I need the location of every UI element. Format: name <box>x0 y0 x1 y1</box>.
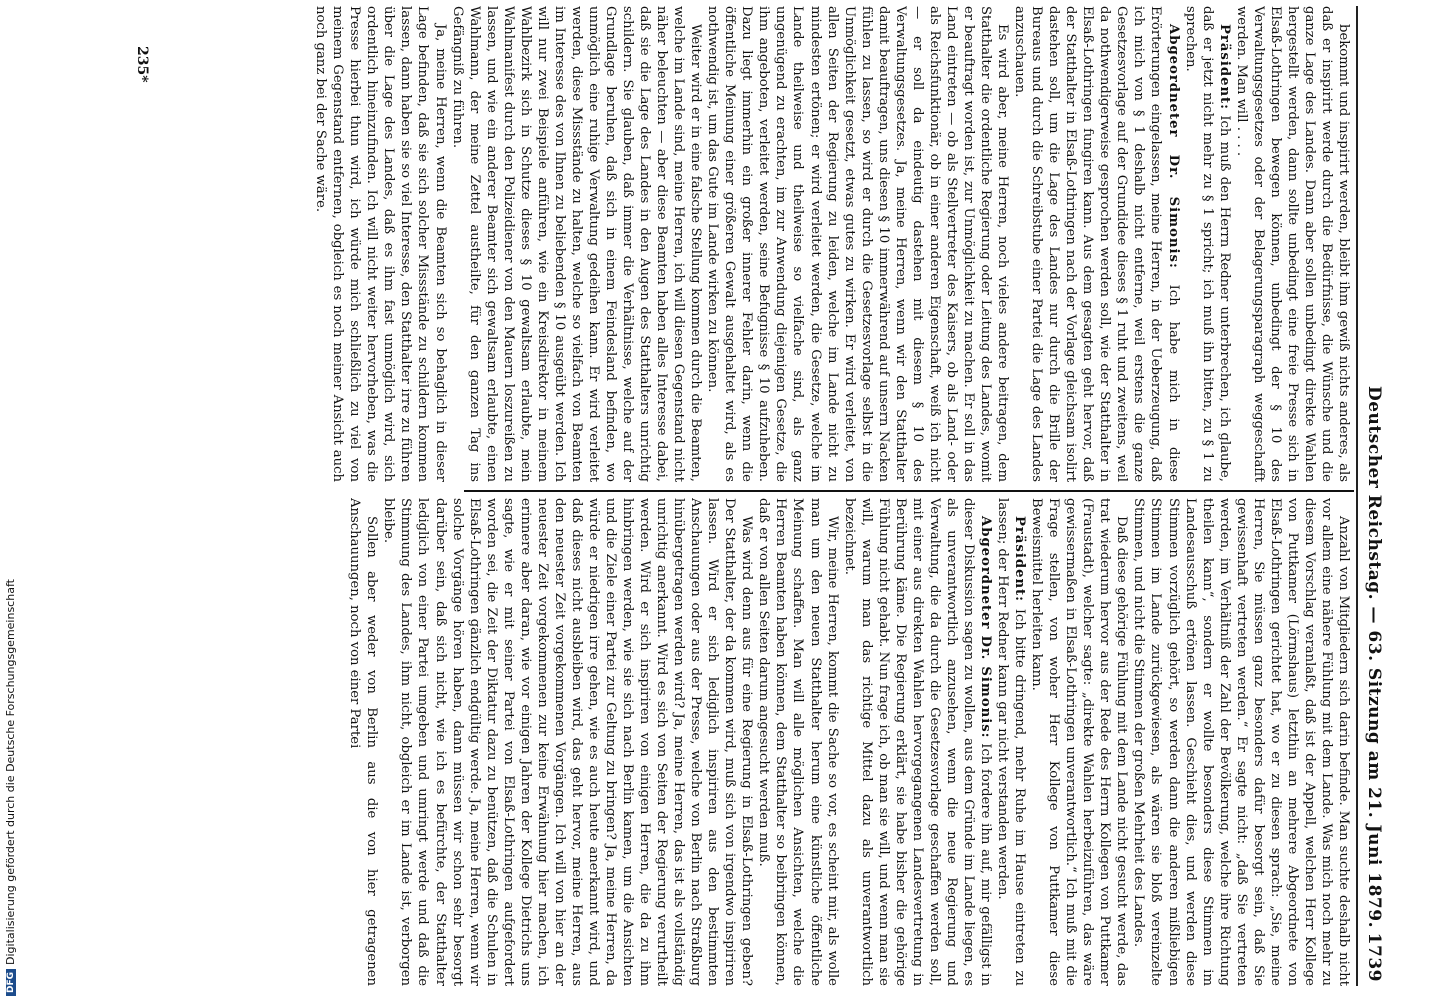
paragraph <box>994 498 1028 986</box>
paragraph <box>1028 498 1130 986</box>
digitization-credit <box>4 579 17 996</box>
paragraph-text: Ich habe mich in diese Erörterungen eingelassen, meine Herren, in der Ueberzeugung, daß ich mich von § 1 deshalb nicht entferne, weil erstens die ganze Gesetzesvorlage auf der Grundidee dieses § 1 ruht und zweitens, weil da nothwendigerweise gesprochen werden soll, wie der Statthalter in Elsaß-Lothringen fungiren kann. Aus dem gesagten geht hervor, daß der Statthalter in Elsaß-Lothringen nach der Vorlage gleichsam isolirt dastehen soll, um die Lage des Landes nur durch die Brille der Bureaus und durch die Schreibstube einer Partei die Lage des Landes anzuschauen. <box>1012 6 1181 482</box>
paragraph <box>755 498 840 986</box>
page-number: 1739 <box>1364 932 1384 982</box>
sheet-signature: 235* <box>134 46 150 83</box>
speaker-name: Präsident: <box>1012 516 1028 603</box>
paragraph <box>1182 6 1233 482</box>
paragraph-text: Weiter wird er in eine falsche Stellung kommen durch die Beamten, welche im Lande sind, meine Herren, ich will diesen Gegenstand nicht näher beleuchten — aber diese Beamten haben alles Interesse dabei, daß sie die Lage des Landes in den Augen des Statthalters unrichtig schildern. Sie glauben, daß immer die Verhältnisse, welche auf der Grundlage beruhen, daß sich in einem Feindesland befinden, wo unmöglich eine ruhige Verwaltung gedeihen kann. Er wird verleitet werden, diese Missstände zu halten, welche so vielfach von Beamten im Interesse des von Ihnen zu beliebenden § 10 ausgeübt werden. Ich will nur zwei Beispiele anführen, wie ein Kreisdirektor in meinem Wahlbezirk sich in Schutze dieses § 10 gewaltsam erlaubte, mein Wahlmanifest durch den Polizeidiener von den Mauern loszureißen zu lassen, und wie ein anderer Beamter sich gewaltsam erlaubte, einen Wahlmann, der meine Zettel austheilte, für den ganzen Tag ins Gefängniß zu führen. <box>449 6 704 482</box>
paragraph-text: Anzahl von Mitgliedern sich darin befinde. Man suchte deshalb nicht vor allem eine nähere Fühlung mit dem Lande. Was mich noch mehr zu diesem Vorschlag veranlaßt, daß ist der Appell, welchen Herr Kollege von Puttkamer (Lörmshaus) letzthin an mehrere Abgeordnete von Elsaß-Lothringen gerichtet hat, wo er zu diesen sprach: „Sie, meine Herren, Sie müssen ganz besonders dafür besorgt sein, daß Sie gewissenhaft vertreten werden.“ Er sagte nicht: „daß Sie vertreten werden, im Verhältniß der Zahl der Bevölkerung, welche ihre Richtung theilen kann“, sondern er wollte besonders diese Stimmen im Landesausschuß ertönen lassen. Geschieht dies, und werden diese Stimmen vorzüglich gehört, so werden dann die anderen mißliebigen Stimmen im Lande zurückgewiesen, als wären sie bloß vereinzelte Stimmen, und nicht die Stimmen der großen Mehrheit des Landes. <box>1131 498 1351 986</box>
credit-text: Digitalisierung gefördert durch die Deutsche Forschungsgemeinschaft <box>4 579 17 965</box>
paragraph <box>841 498 994 986</box>
paragraph <box>1130 498 1352 986</box>
page-header <box>1360 6 1386 986</box>
scanned-page <box>96 6 1386 986</box>
paragraph <box>1011 6 1181 482</box>
paragraph <box>312 6 448 482</box>
speaker-name: Präsident: <box>1216 24 1232 111</box>
paragraph-text: bekommt und inspirirt werden, bleibt ihm gewiß nichts anderes, als daß er inspirirt werde durch die Bedürfnisse, die Wünsche und die ganze Lage des Landes. Dann aber sollen unbedingt direkte Wahlen hergestellt werden, dann sollte unbedingt eine freie Presse sich in Elsaß-Lothringen bewegen können, unbedingt der § 10 des Verwaltungsgesetzes oder der Belagerungsparagraph weggeschafft werden. Man will . . . . <box>1233 6 1351 482</box>
paragraph <box>449 6 705 482</box>
paragraph-text: Es wird aber, meine Herren, noch vieles andere beitragen, dem Statthalter die ordentliche Regierung oder Leitung des Landes, womit er beauftragt worden ist, zur Unmöglichkeit zu machen. Er soll in das Land eintreten — ob als Stellvertreter des Kaisers, ob als Land- oder als Reichsfunktionär, ob in einer anderen Eigenschaft, weiß ich nicht — er soll da eindeutig dastehen mit diesem § 10 des Verwaltungsgesetzes. Ja, meine Herren, wenn wir den Statthalter damit beauftragen, uns diesen § 10 immerwährend auf unsern Nacken fühlen zu lassen, so wird er durch die Gesetzesvorlage selbst in die Unmöglichkeit gesetzt, etwas gutes zu wirken. Er wird verleitet, von allen Seiten der Regierung zu leiden, welche im Lande nicht zu mindesten ertönen; er wird verleitet werden, die Gesetze, welche im Lande theilweise und theilweise so vielfache sind, als ganz ungenügend zu erachten, im zur Anwendung diejenigen Gesetze, die ihm angeboten, verleitet werden, seine Befugnisse § 10 aufzuheben. Dazu liegt immerhin ein großer innerer Fehler darin, wenn die öffentliche Meinung einer größeren Gewalt ausgehaltet wird, als es nothwendig ist, um das Gute im Lande wirken zu können. <box>705 6 1011 482</box>
paragraph <box>1233 6 1352 482</box>
paragraph <box>346 498 380 986</box>
column-divider <box>464 490 1354 492</box>
right-column <box>136 498 1352 986</box>
dfg-logo: DFG <box>6 969 16 996</box>
left-column <box>136 6 1352 482</box>
paragraph-text: Ja, meine Herren, wenn die Beamten sich so behaglich in dieser Lage befinden, daß sie sich solcher Missstände zu schildern kommen lassen, dann haben sie so viel Interesse, den Statthalter irre zu führen über die Lage des Landes, daß es ihm fast unmöglich wird, sich ordentlich hineinzufinden. Ich will nicht weiter hervorheben, was die Presse hierbei thun wird, ich würde mich schließlich zu viel von meinem Gegenstand entfernen, obgleich es noch meiner Ansicht auch noch ganz bei der Sache wäre. <box>313 6 448 482</box>
speaker-name: Abgeordneter Dr. Simonis: <box>978 516 994 739</box>
paragraph-text: Ich muß den Herrn Redner unterbrechen, ich glaube, daß er jetzt nicht mehr zu § 1 spricht; ich muß ihn bitten, zu § 1 zu sprechen. <box>1182 6 1232 482</box>
paragraph-text: Wir, meine Herren, kommt die Sache so vor, es scheint mir, als wolle man um den neuen Statthalter herum eine künstliche öffentliche Meinung schaffen. Man will alle möglichen Ansichten, welche die Herren Beamten haben können, dem Statthalter so beibringen können, daß er von allen Seiten darum angesucht werden muß. <box>756 498 840 986</box>
paragraph-text: Ich fordere ihn auf, mir gefälligst in dieser Diskussion sagen zu wollen, aus dem Gründe im Lande liegen, es als unverantwortlich anzusehen, wenn die neue Regierung und Verwaltung, die da durch die Gesetzesvorlage geschaffen werden soll, mit einer aus direkten Wahlen hervorgegangenen Landesvertretung in Berührung käme. Die Regierung erklärt, sie habe bisher die gehörige Fühlung nicht gehabt. Nun frage ich, ob man sie will, und wenn man sie will, warum man das richtige Mittel dazu als unverantwortlich bezeichnet. <box>841 498 994 986</box>
paragraph-text: Was wird denn aus für eine Regierung in Elsaß-Lothringen geben? Der Statthalter, der da kommen wird, muß sich von irgendwo inspiriren lassen. Wird er sich lediglich inspiriren aus den bestimmten Anschauungen oder aus der Presse, welche von Berlin nach Straßburg hinübergetragen werden wird? Ja, meine Herren, das ist als vollständig unrichtig anerkannt. Wird es sich von Seiten der Regierung verurtheilt werden. Wird er sich inspiriren von einigen Herren, die da zu ihm hinbringen werden, wie sie sich nach Berlin kamen, um die Ansichten und die Ziele einer Partei zur Geltung zu bringen? Ja, meine Herren, da würde er niedrigen irre gehen, wie es auch heute anerkannt wird, und daß dieses nicht ausbleiben wird, das geht hervor, meine Herren, aus den neuester Zeit vorgekommenen Vorgängen. Ich will von hier an der neuester Zeit vorgekommenen zur keine Erwähnung hier machen, ich erinnere aber daran, wie vor einigen Jahren der Kollege Dietrichs uns sagte, wie er mit seiner Partei von Elsaß-Lothringen aufgefordert worden sei, die Zeit der Diktatur dazu zu benützen, daß die Schulen in Elsaß-Lothringen gänzlich endgültig werde. Ja, meine Herren, wenn wir solche Vorgänge hören haben, dann müssen wir schon sehr besorgt darüber sein, daß sich nicht, wie ich es befürchte, der Statthalter lediglich von einer Partei umgeben und umringt werde und daß die Stimmung des Landes, ihm nicht, obgleich er im Lande ist, verborgen bleibe. <box>381 498 755 986</box>
paragraph-text: Ich bitte dringend, mehr Ruhe im Hause eintreten zu lassen; der Herr Redner kann gar nicht verstanden werden. <box>995 498 1028 986</box>
paragraph-text: Sollen aber weder von Berlin aus die von hier getragenen Anschauungen, noch von einer Partei <box>347 498 380 986</box>
paragraph <box>704 6 1011 482</box>
paragraph-text: Daß diese gehörige Fühlung mit dem Lande nicht gesucht werde, das trat wiederum hervor aus der Rede des Herrn Kollegen von Puttkamer (Fraustadt), welcher sagte: „direkte Wahlen herbeizuführen, das wäre gewissermaßen in Elsaß-Lothringen unverantwortlich.“ Ich muß mit die Frage stellen, von woher Herr Kollege von Puttkamer diese Beweismittel herleiten kann. <box>1029 498 1130 986</box>
speaker-name: Abgeordneter Dr. Simonis: <box>1165 24 1181 269</box>
running-title: Deutscher Reichstag. — 63. Sitzung am 21. Juni 1879. <box>1364 386 1384 928</box>
header-rule <box>1356 6 1358 986</box>
paragraph <box>380 498 755 986</box>
